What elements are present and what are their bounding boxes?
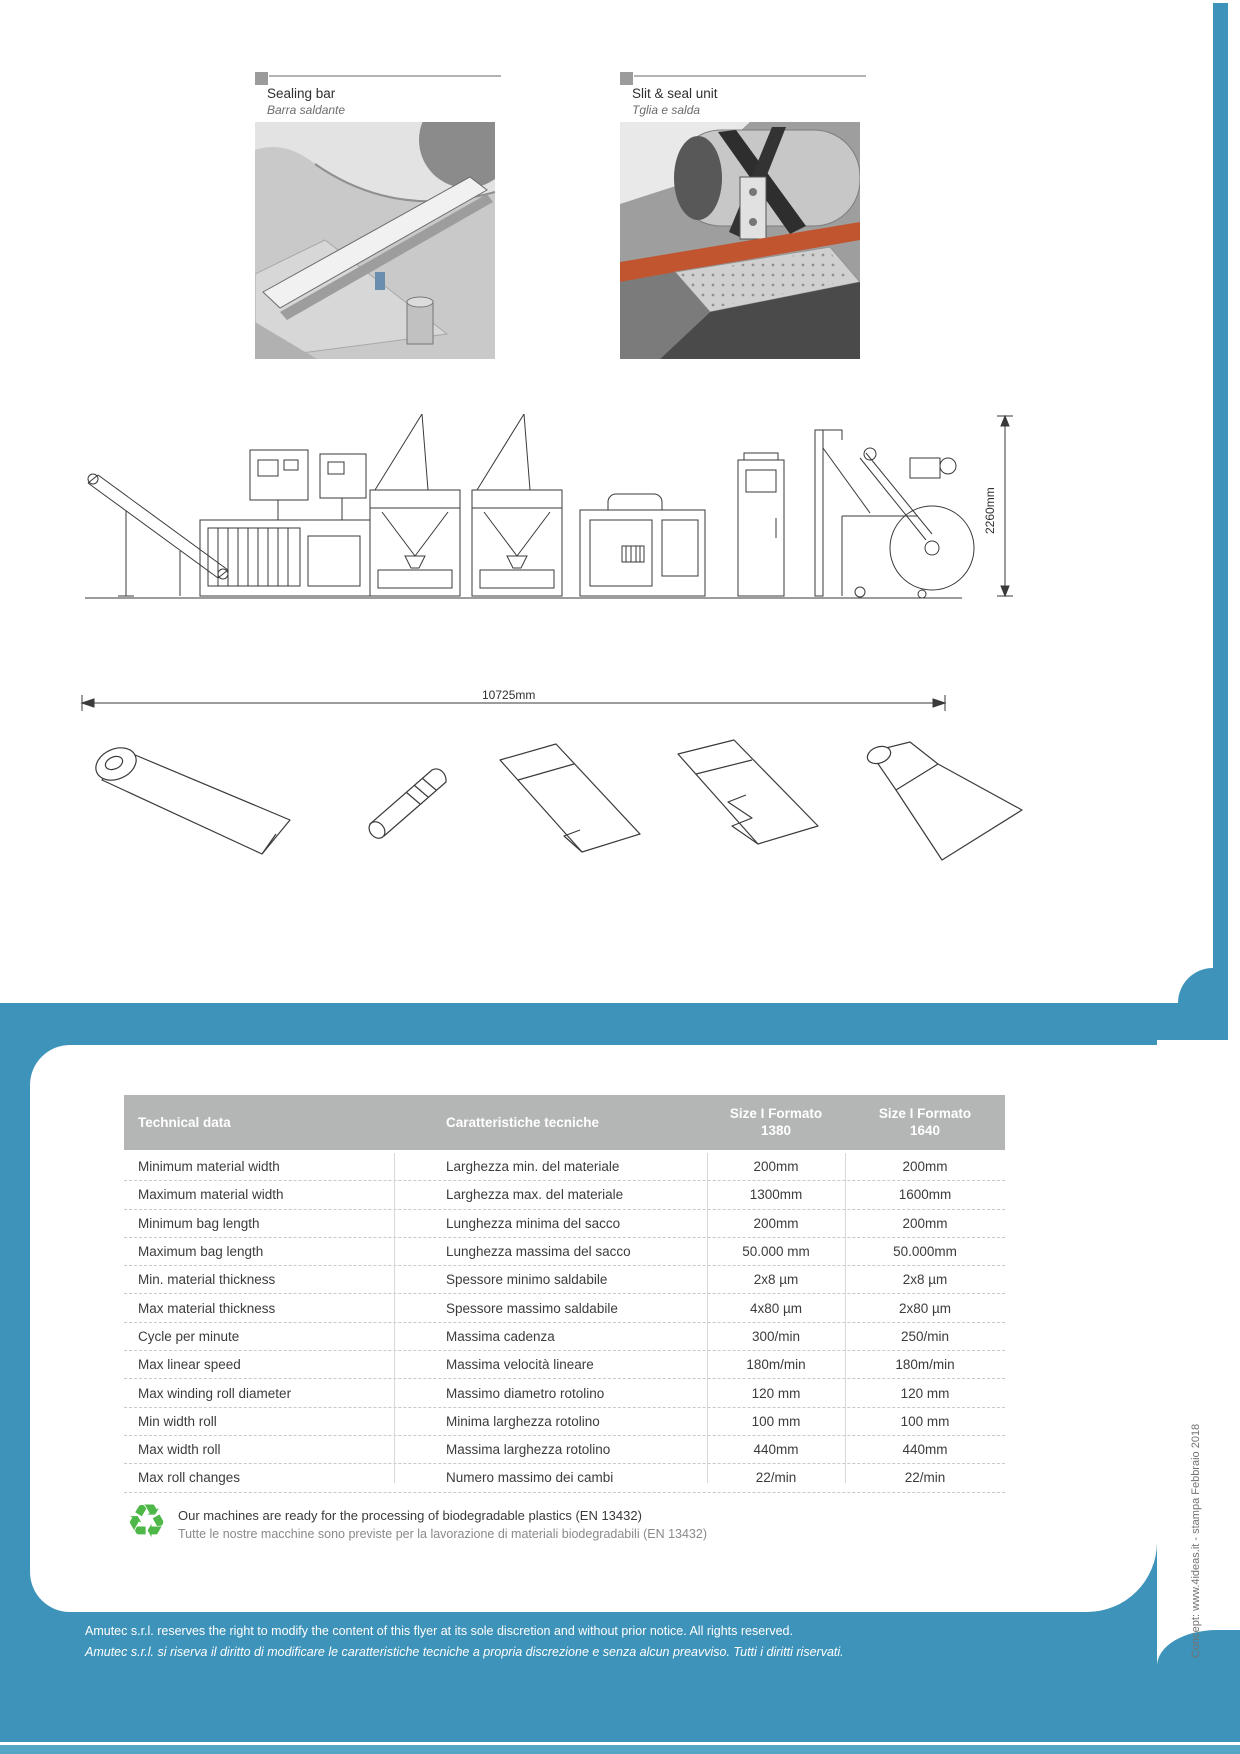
header-size-1640 bbox=[845, 1106, 1005, 1140]
table-cell: Max linear speed bbox=[138, 1357, 241, 1373]
table-cell: Max winding roll diameter bbox=[138, 1385, 292, 1401]
table-cell: 1600mm bbox=[898, 1187, 952, 1203]
table-cell: 180m/min bbox=[746, 1357, 806, 1373]
biodegradable-text-en: Our machines are ready for the processing of biodegradable plastics (EN 13432) bbox=[178, 1508, 642, 1523]
band-corner-curve bbox=[1178, 968, 1213, 1003]
table-cell: 250/min bbox=[900, 1328, 950, 1344]
table-cell: Numero massimo dei cambi bbox=[446, 1470, 614, 1486]
table-cell: 22/min bbox=[904, 1470, 946, 1486]
dimension-length-label: 10725mm bbox=[482, 688, 536, 702]
tech-table-rows bbox=[124, 1153, 1005, 1493]
header-technical-data: Technical data bbox=[138, 1115, 231, 1130]
table-row bbox=[124, 1408, 1005, 1436]
machine-technical-drawing bbox=[70, 408, 1020, 718]
caption-rule bbox=[634, 75, 866, 77]
header-size-label: Size I Formato bbox=[878, 1105, 972, 1121]
recycle-icon: ♻ bbox=[126, 1494, 168, 1548]
table-cell: Spessore massimo saldabile bbox=[446, 1300, 618, 1316]
table-cell: 2x8 µm bbox=[753, 1272, 799, 1288]
table-cell: Max roll changes bbox=[138, 1470, 241, 1486]
table-cell: 200mm bbox=[753, 1215, 799, 1231]
table-header-row bbox=[124, 1095, 1005, 1150]
table-cell: Massimo diametro rotolino bbox=[446, 1385, 605, 1401]
table-cell: 50.000mm bbox=[893, 1244, 957, 1260]
photo-sealing-bar bbox=[255, 122, 495, 359]
column-divider bbox=[845, 1153, 846, 1483]
photo-title: Slit & seal unit bbox=[632, 86, 718, 101]
table-row bbox=[124, 1323, 1005, 1351]
table-cell: 4x80 µm bbox=[749, 1300, 803, 1316]
caption-bullet-icon bbox=[255, 72, 268, 85]
right-edge-accent bbox=[1213, 3, 1228, 1040]
table-cell: Max width roll bbox=[138, 1442, 221, 1458]
table-cell: 120 mm bbox=[751, 1385, 801, 1401]
table-cell: 1300mm bbox=[749, 1187, 803, 1203]
header-size-label: Size I Formato bbox=[729, 1105, 823, 1121]
table-cell: Minimum bag length bbox=[138, 1215, 260, 1231]
table-row bbox=[124, 1464, 1005, 1492]
technical-data-table bbox=[124, 1095, 1005, 1493]
header-size-value: 1380 bbox=[760, 1122, 792, 1138]
header-caratteristiche: Caratteristiche tecniche bbox=[446, 1115, 600, 1130]
table-cell: 120 mm bbox=[900, 1385, 950, 1401]
table-cell: Larghezza min. del materiale bbox=[446, 1159, 620, 1175]
table-cell: 200mm bbox=[902, 1159, 948, 1175]
sealing-bar-photo-art bbox=[255, 122, 495, 359]
table-cell: 300/min bbox=[751, 1328, 801, 1344]
table-row bbox=[124, 1181, 1005, 1209]
table-cell: 50.000 mm bbox=[742, 1244, 810, 1260]
table-row bbox=[124, 1266, 1005, 1294]
table-row bbox=[124, 1436, 1005, 1464]
page-bottom-bar bbox=[0, 1745, 1240, 1754]
table-row bbox=[124, 1294, 1005, 1322]
table-cell: Larghezza max. del materiale bbox=[446, 1187, 624, 1203]
footer-disclaimer-en: Amutec s.r.l. reserves the right to modify the content of this flyer at its sole discretion and without prior notice. All rights reserved. bbox=[85, 1624, 793, 1638]
header-size-value: 1640 bbox=[909, 1122, 941, 1138]
slit-seal-photo-art bbox=[620, 122, 860, 359]
technical-data-card bbox=[30, 1045, 1157, 1612]
table-cell: Max material thickness bbox=[138, 1300, 276, 1316]
table-cell: 22/min bbox=[755, 1470, 797, 1486]
table-cell: Maximum material width bbox=[138, 1187, 284, 1203]
table-cell: Massima larghezza rotolino bbox=[446, 1442, 611, 1458]
photo-title: Sealing bar bbox=[267, 86, 336, 101]
header-size-1380 bbox=[707, 1106, 845, 1140]
photo-slit-seal-unit bbox=[620, 122, 860, 359]
table-cell: 100 mm bbox=[751, 1413, 801, 1429]
blue-divider-band bbox=[0, 1003, 1228, 1040]
photo-subtitle: Barra saldante bbox=[267, 103, 346, 117]
caption-bullet-icon bbox=[620, 72, 633, 85]
table-cell: 440mm bbox=[753, 1442, 799, 1458]
table-cell: 2x8 µm bbox=[902, 1272, 948, 1288]
table-cell: Spessore minimo saldabile bbox=[446, 1272, 608, 1288]
table-cell: Cycle per minute bbox=[138, 1328, 240, 1344]
table-cell: 180m/min bbox=[895, 1357, 955, 1373]
table-cell: 200mm bbox=[902, 1215, 948, 1231]
table-cell: 2x80 µm bbox=[898, 1300, 952, 1316]
table-cell: Maximum bag length bbox=[138, 1244, 264, 1260]
blue-panel-bottom bbox=[0, 1665, 1240, 1742]
table-cell: Massima velocità lineare bbox=[446, 1357, 594, 1373]
biodegradable-text-it: Tutte le nostre macchine sono previste per la lavorazione di materiali biodegradabili (EN 13432) bbox=[178, 1527, 707, 1541]
table-row bbox=[124, 1238, 1005, 1266]
table-row bbox=[124, 1210, 1005, 1238]
photo-subtitle: Tglia e salda bbox=[632, 103, 701, 117]
dimension-height-label: 2260mm bbox=[983, 487, 997, 534]
table-row bbox=[124, 1379, 1005, 1407]
table-cell: 200mm bbox=[753, 1159, 799, 1175]
table-cell: Minimum material width bbox=[138, 1159, 280, 1175]
table-cell: Lunghezza minima del sacco bbox=[446, 1215, 621, 1231]
table-cell: Lunghezza massima del sacco bbox=[446, 1244, 631, 1260]
column-divider bbox=[707, 1153, 708, 1483]
table-cell: Minima larghezza rotolino bbox=[446, 1413, 600, 1429]
table-cell: Min width roll bbox=[138, 1413, 217, 1429]
table-cell: Min. material thickness bbox=[138, 1272, 276, 1288]
bag-types-sketches bbox=[80, 722, 1040, 890]
concept-credit-vertical: Concept: www.4ideas.it - stampa Febbraio 2018 bbox=[1190, 1423, 1202, 1658]
footer-disclaimer-it: Amutec s.r.l. si riserva il diritto di modificare le caratteristiche tecniche a propria discrezione e senza alcun preavviso. Tutti i diritti riservati. bbox=[85, 1645, 844, 1659]
table-row bbox=[124, 1351, 1005, 1379]
column-divider bbox=[394, 1153, 395, 1483]
table-cell: 100 mm bbox=[900, 1413, 950, 1429]
table-cell: Massima cadenza bbox=[446, 1328, 555, 1344]
table-row bbox=[124, 1153, 1005, 1181]
caption-rule bbox=[269, 75, 501, 77]
table-cell: 440mm bbox=[902, 1442, 948, 1458]
